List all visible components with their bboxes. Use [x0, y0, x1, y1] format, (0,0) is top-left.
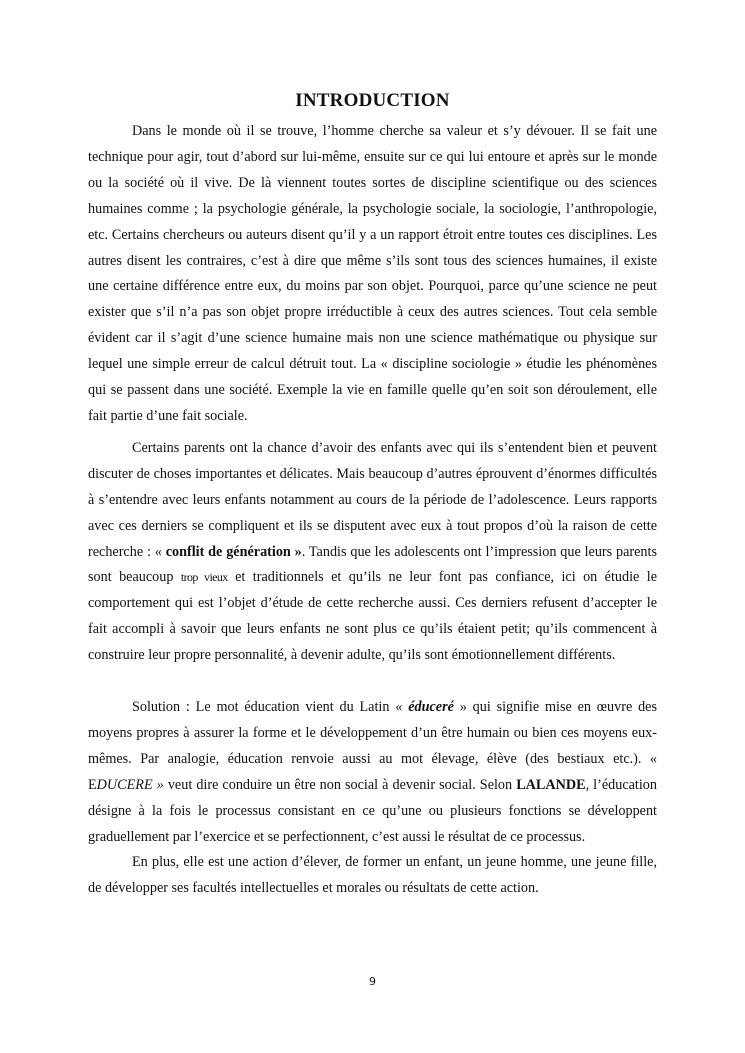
paragraph-3-text-1: Solution : Le mot éducation vient du Latin «: [132, 699, 409, 716]
page-title: INTRODUCTION: [295, 90, 450, 111]
paragraph-4: En plus, elle est une action d’élever, de former un enfant, un jeune homme, une jeune fille, de développer ses facultés intellectuelles et morales ou résultats de cette action.: [88, 854, 657, 897]
paragraph-3-text-4: , l’éducation désigne à la fois le processus consistant en ce qu’une ou plusieurs fonctions se développent graduellement par l’exercice et se perfectionnent, c’est aussi le résultat de ce processus.: [88, 776, 657, 845]
paragraph-2: [88, 436, 657, 669]
document-body: [88, 119, 657, 902]
paragraph-3-text-2: » qui signifie mise en œuvre des moyens propres à assurer la forme et le développement d’un être humain ou bien ces moyens eux- mêmes. Par analogie, éducation renvoie aussi au mot élevage, élève (des bestiaux etc.). « E: [88, 699, 657, 793]
paragraph-3: [88, 695, 657, 850]
paragraph-3-text-3: veut dire conduire un être non social à devenir social. Selon: [163, 776, 517, 793]
paragraph-1: Dans le monde où il se trouve, l’homme cherche sa valeur et s’y dévouer. Il se fait une technique pour agir, tout d’abord sur lui-même, ensuite sur ce qui lui entoure et après sur le monde ou la société où il vive. De là viennent toutes sortes de discipline scientifique ou des sciences humaines comme ; la psychologie générale, la psychologie sociale, la sociologie, l’anthropologie, etc. Certains chercheurs ou auteurs disent qu’il y a un rapport étroit entre toutes ces disciplines. Les autres disent les contraires, c’est à dire que même s’ils sont tous des sciences humaines, il existe une certaine différence entre eux, du moins par son objet. Pourquoi, parce qu’une science ne peut exister que s’il n’a pas son objet propre irréductible à ceux des autres sciences. Tout cela semble évident car il s’agit d’une science humaine mais non une science mathématique ou physique sur lequel une simple erreur de calcul détruit tout. La « discipline sociologie » étudie les phénomènes qui se passent dans une société. Exemple la vie en famille quelle qu’en soit son déroulement, elle fait partie d’une fait sociale.: [88, 123, 657, 424]
paragraph-2-text-3: et traditionnels et qu’ils ne leur font pas confiance, ici on étudie le comportement qui est l’objet d’étude de cette recherche aussi. Ces derniers refusent d’accepter le fait accompli à savoir que leurs enfants ne sont plus ce qu’ils étaient petit; qu’ils commencent à construire leur propre personnalité, à devenir adulte, qu’ils sont émotionnellement différents.: [88, 569, 657, 664]
page-number: 9: [369, 975, 376, 988]
latin-term-bold-italic: éduceré: [408, 699, 454, 716]
latin-term-italic: DUCERE »: [96, 776, 164, 793]
conflict-term-bold: conflit de génération »: [165, 543, 302, 560]
author-name-bold: LALANDE: [516, 776, 586, 793]
paragraph-2-text-2: . Tandis que les adolescents ont l’impression que leurs parents sont beaucoup: [88, 543, 657, 586]
paragraph-2-text-1: Certains parents ont la chance d’avoir des enfants avec qui ils s’entendent bien et peuvent discuter de choses importantes et délicates. Mais beaucoup d’autres éprouvent d’énormes difficultés à s’entendre avec leurs enfants notamment au cours de la période de l’adolescence. Leurs rapports avec ces derniers se compliquent et ils se disputent avec eux à tout propos d’où la raison de cette recherche : «: [88, 439, 657, 560]
condensed-phrase: trop vieux: [180, 570, 228, 585]
